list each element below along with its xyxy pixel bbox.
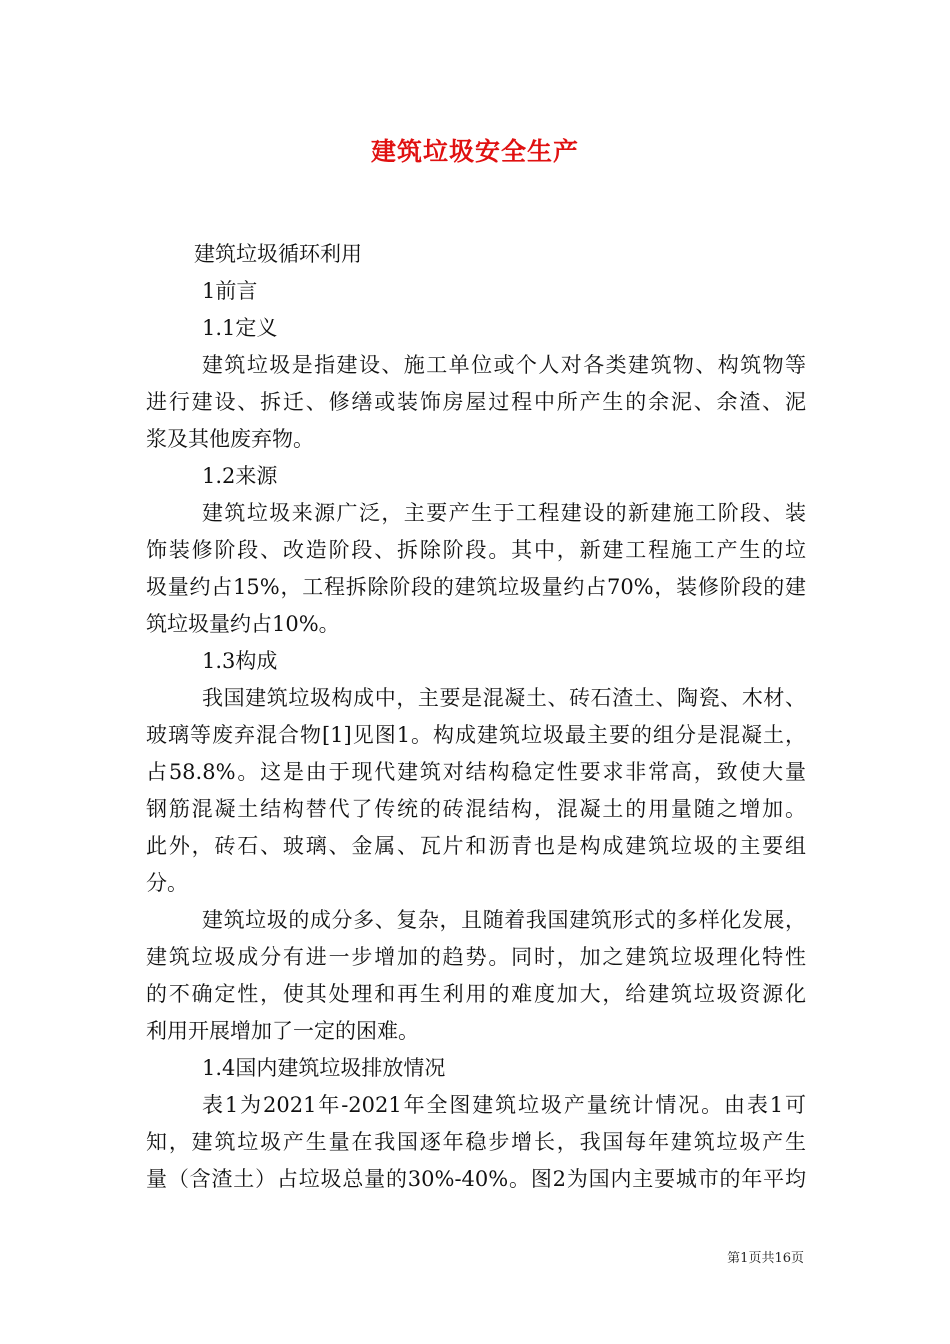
paragraph-line: 建筑垃圾来源广泛，主要产生于工程建设的新建施工阶段、装 <box>202 501 806 525</box>
page-number: 第1页共16页 <box>727 1251 804 1266</box>
paragraph-line: 占58.8%。这是由于现代建筑对结构稳定性要求非常高，致使大量 <box>146 760 806 784</box>
paragraph-line: 圾量约占15%，工程拆除阶段的建筑垃圾量约占70%，装修阶段的建 <box>146 575 806 599</box>
paragraph-line: 建筑垃圾成分有进一步增加的趋势。同时，加之建筑垃圾理化特性 <box>146 945 806 969</box>
paragraph-line: 浆及其他废弃物。 <box>146 427 314 451</box>
paragraph-line: 建筑垃圾的成分多、复杂，且随着我国建筑形式的多样化发展， <box>202 908 806 932</box>
paragraph-line: 量（含渣土）占垃圾总量的30%-40%。图2为国内主要城市的年平均 <box>146 1167 806 1191</box>
document-body <box>146 236 806 1198</box>
paragraph-line: 筑垃圾量约占10%。 <box>146 612 340 636</box>
paragraph-line: 玻璃等废弃混合物[1]见图1。构成建筑垃圾最主要的组分是混凝土， <box>146 723 806 747</box>
paragraph-line: 此外，砖石、玻璃、金属、瓦片和沥青也是构成建筑垃圾的主要组 <box>146 834 806 858</box>
heading-1-1: 1.1定义 <box>202 316 278 340</box>
heading-1-2: 1.2来源 <box>202 464 278 488</box>
heading-main: 建筑垃圾循环利用 <box>194 242 362 266</box>
paragraph-line: 利用开展增加了一定的困难。 <box>146 1019 419 1043</box>
heading-1-4: 1.4国内建筑垃圾排放情况 <box>202 1056 446 1080</box>
heading-1-3: 1.3构成 <box>202 649 278 673</box>
paragraph-line: 我国建筑垃圾构成中，主要是混凝土、砖石渣土、陶瓷、木材、 <box>202 686 806 710</box>
paragraph-line: 表1为2021年-2021年全图建筑垃圾产量统计情况。由表1可 <box>202 1093 806 1117</box>
heading-section-1: 1前言 <box>202 279 258 303</box>
paragraph-line: 知，建筑垃圾产生量在我国逐年稳步增长，我国每年建筑垃圾产生 <box>146 1130 806 1154</box>
paragraph-line: 进行建设、拆迁、修缮或装饰房屋过程中所产生的余泥、余渣、泥 <box>146 390 806 414</box>
paragraph-line: 分。 <box>146 871 188 895</box>
paragraph-line: 的不确定性，使其处理和再生利用的难度加大，给建筑垃圾资源化 <box>146 982 806 1006</box>
document-title: 建筑垃圾安全生产 <box>370 137 579 166</box>
paragraph-line: 建筑垃圾是指建设、施工单位或个人对各类建筑物、构筑物等 <box>202 353 806 377</box>
paragraph-line: 饰装修阶段、改造阶段、拆除阶段。其中，新建工程施工产生的垃 <box>146 538 806 562</box>
paragraph-line: 钢筋混凝土结构替代了传统的砖混结构，混凝土的用量随之增加。 <box>146 797 806 821</box>
